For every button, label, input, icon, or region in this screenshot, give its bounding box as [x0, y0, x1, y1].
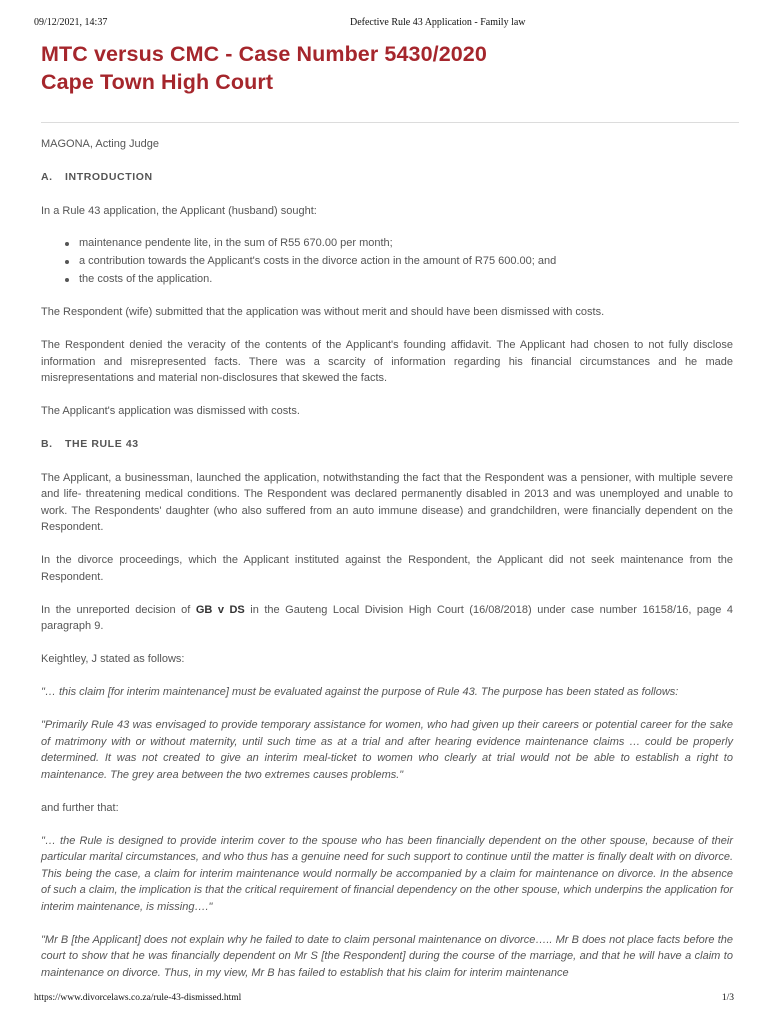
- title-line-1: MTC versus CMC - Case Number 5430/2020: [41, 42, 487, 66]
- paragraph-veracity: The Respondent denied the veracity of the contents of the Applicant's founding affidavit. The Applicant had chosen to not fully disclose information and misrepresented facts. There was a scarcity of information regarding his financial circumstances and he made misrepresentations and material non-disclosures that skewed the facts.: [41, 339, 733, 384]
- page-number: 1/3: [721, 993, 734, 1003]
- quote-paragraph: "Primarily Rule 43 was envisaged to provide temporary assistance for women, who had given up their careers or potential career for the sake of matrimony with or without maternity, until such time as at a trial and after hearing evidence maintenance claims … could be properly determined. It was not created to give an interim meal-ticket to women who clearly at trial would not be able to establish a right to maintenance. The grey area between the two extremes causes problems.": [41, 719, 733, 781]
- sought-list: [41, 235, 733, 288]
- paragraph-dismissed: The Applicant's application was dismissed with costs.: [41, 405, 300, 417]
- page-url: https://www.divorcelaws.co.za/rule-43-dismissed.html: [34, 993, 242, 1003]
- paragraph-unreported-decision: [41, 602, 733, 635]
- title-line-2: Cape Town High Court: [41, 70, 274, 94]
- text-segment: in the Gauteng Local Division High Court (16/08/2018) under case number 16158/16, page 4 paragraph 9.: [41, 603, 734, 632]
- section-label: THE RULE 43: [65, 438, 139, 450]
- paragraph-keightley: Keightley, J stated as follows:: [41, 653, 185, 665]
- section-number: A.: [41, 171, 53, 183]
- section-heading-rule-43: [41, 436, 733, 453]
- section-heading-introduction: [41, 169, 733, 186]
- article-body: [41, 136, 733, 998]
- paragraph-further: and further that:: [41, 801, 119, 814]
- list-item: maintenance pendente lite, in the sum of R55 670.00 per month;: [79, 235, 733, 252]
- judge-line: MAGONA, Acting Judge: [41, 138, 159, 150]
- list-item: a contribution towards the Applicant's costs in the divorce action in the amount of R75 600.00; and: [79, 253, 733, 270]
- quote-paragraph: "… this claim [for interim maintenance] must be evaluated against the purpose of Rule 43. The purpose has been stated as follows:: [41, 686, 679, 698]
- print-header: [34, 17, 734, 31]
- article-title: [41, 40, 741, 96]
- case-name: GB v DS: [195, 603, 245, 616]
- print-datetime: 09/12/2021, 14:37: [34, 17, 108, 28]
- intro-lead-paragraph: In a Rule 43 application, the Applicant (husband) sought:: [41, 204, 317, 217]
- quote-paragraph: "… the Rule is designed to provide interim cover to the spouse who has been financially dependent on the other spouse, because of their particular marital circumstances, and who thus has a genuine need for such support to continue until the matter is finally dealt with on divorce. This being the case, a claim for interim maintenance would normally be accompanied by a claim for maintenance on divorce. In the absence of such a claim, the implication is that the critical requirement of financial dependency on the other spouse, which underpins the application for interim maintenance, is missing….": [41, 834, 733, 913]
- section-number: B.: [41, 438, 53, 450]
- quote-paragraph: "Mr B [the Applicant] does not explain why he failed to date to claim personal maintenance on divorce….. Mr B does not place facts before the court to show that he was financially dependent on Mr S [the Respondent] during the course of the marriage, and that he will have a claim to maintenance on divorce. Thus, in my view, Mr B has failed to establish that his claim for interim maintenance: [41, 933, 733, 979]
- paragraph-businessman: The Applicant, a businessman, launched the application, notwithstanding the fact that the Respondent was a pensioner, with multiple severe and life- threatening medical conditions. The Respondent was declared permanently disabled in 2013 and was unemployed and unable to work. The Respondents' daughter (who also suffered from an auto immune disease) and grandchildren, were financially dependent on the Respondent.: [41, 471, 733, 533]
- print-document-title: Defective Rule 43 Application - Family law: [350, 17, 526, 28]
- text-segment: In the unreported decision of: [41, 603, 196, 616]
- list-item: the costs of the application.: [79, 271, 733, 288]
- title-divider: [41, 122, 739, 123]
- paragraph-respondent-submitted: The Respondent (wife) submitted that the application was without merit and should have been dismissed with costs.: [41, 306, 605, 318]
- section-label: INTRODUCTION: [65, 171, 153, 183]
- paragraph-divorce-proceedings: In the divorce proceedings, which the Applicant instituted against the Respondent, the Applicant did not seek maintenance from the Respondent.: [41, 554, 733, 583]
- print-footer: [34, 993, 734, 1005]
